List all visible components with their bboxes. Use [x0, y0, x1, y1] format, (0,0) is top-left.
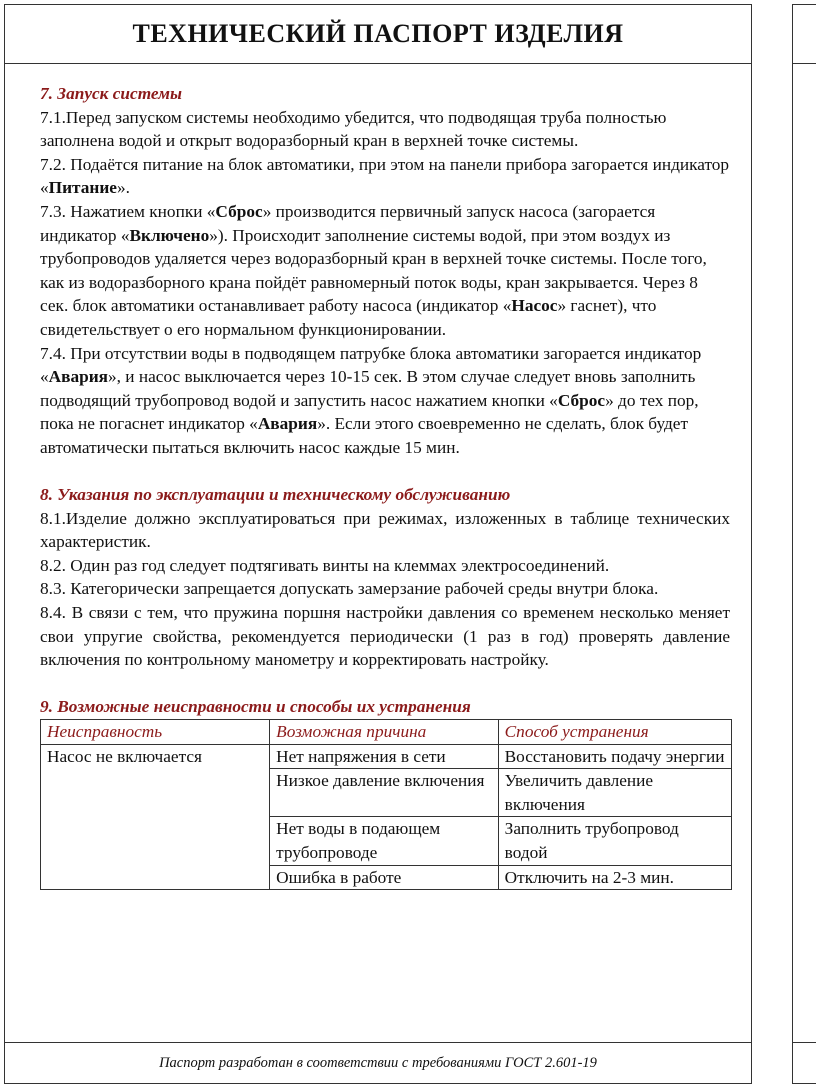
button-reset-ref: Сброс [215, 201, 263, 221]
indicator-on: Включено [129, 225, 210, 245]
cause-cell: Нет напряжения в сети [270, 744, 499, 769]
paragraph-7-4: 7.4. При отсутствии воды в подводящем патрубке блока автоматики загорается индикатор «Авария», и насос выключается через 10-15 сек. В этом случае следует вновь заполнить подводящий трубопровод водой и запустить насос нажатием кнопки «Сброс» до тех пор, пока не погаснет индикатор «Авария». Если этого своевременно не сделать, блок будет автоматически пытаться включить насос каждые 15 мин. [40, 343, 702, 457]
footer-text: Паспорт разработан в соответствии с требованиями ГОСТ 2.601-19 [159, 1054, 597, 1071]
indicator-pump: Насос [511, 296, 558, 316]
section-9-title: 9. Возможные неисправности и способы их устранения [40, 697, 471, 717]
paragraph-8-1: 8.1.Изделие должно эксплуатироваться при режимах, изложенных в таблице технических характеристик. [40, 508, 730, 552]
fix-cell: Увеличить давление включения [498, 769, 731, 817]
column-header-fault: Неисправность [41, 720, 270, 745]
fix-cell: Заполнить трубопровод водой [498, 817, 731, 865]
page-title: ТЕХНИЧЕСКИЙ ПАСПОРТ ИЗДЕЛИЯ [132, 19, 624, 48]
fault-cell: Насос не включается [41, 744, 270, 890]
section-8-title: 8. Указания по эксплуатации и техническому обслуживанию [40, 485, 511, 505]
paragraph-7-2: 7.2. Подаётся питание на блок автоматики, при этом на панели прибора загорается индикатор «Питание». [40, 154, 730, 198]
page-frame [4, 4, 752, 1084]
indicator-alarm: Авария [48, 367, 109, 387]
adjacent-page-frame [792, 4, 816, 1084]
column-header-fix: Способ устранения [498, 720, 731, 745]
troubleshooting-table [40, 719, 732, 890]
section-7-title: 7. Запуск системы [40, 84, 182, 103]
page-header [5, 5, 751, 64]
table-header-row [41, 720, 732, 745]
paragraph-7-3: 7.3. Нажатием кнопки «Сброс» производится первичный запуск насоса (загорается индикатор «Включено»). Происходит заполнение системы водой, при этом воздух из трубопроводов удаляется через водоразборный кран в верхней точке системы. После того, как из водоразборного крана пойдёт равномерный поток воды, кран закрывается. Через 8 сек. блок автоматики останавливает работу насоса (индикатор «Насос» гаснет), что свидетельствует о его нормальном функционировании. [40, 201, 707, 339]
cause-cell: Нет воды в подающем трубопроводе [270, 817, 499, 865]
paragraph-8-2: 8.2. Один раз год следует подтягивать винты на клеммах электросоединений. [40, 555, 610, 575]
paragraph-8-4: 8.4. В связи с тем, что пружина поршня настройки давления со временем несколько меняет свои упругие свойства, рекомендуется периодически (1 раз в год) проверять давление включения по контрольному манометру и корректировать настройку. [40, 603, 730, 670]
table-row [41, 744, 732, 769]
fix-cell: Отключить на 2-3 мин. [498, 865, 731, 890]
indicator-alarm-2: Авария [257, 414, 318, 434]
button-reset-ref-2: Сброс [557, 390, 606, 410]
cause-cell: Низкое давление включения [270, 769, 499, 817]
page-footer [5, 1042, 751, 1083]
cause-cell: Ошибка в работе [270, 865, 499, 890]
paragraph-8-3: 8.3. Категорически запрещается допускать замерзание рабочей среды внутри блока. [40, 579, 659, 599]
column-header-cause: Возможная причина [270, 720, 499, 745]
page-content [40, 82, 730, 890]
paragraph-7-1: 7.1.Перед запуском системы необходимо убедится, что подводящая труба полностью заполнена водой и открыт водоразборный кран в верхней точке системы. [40, 107, 667, 151]
indicator-power: Питание [48, 178, 117, 198]
fix-cell: Восстановить подачу энергии [498, 744, 731, 769]
